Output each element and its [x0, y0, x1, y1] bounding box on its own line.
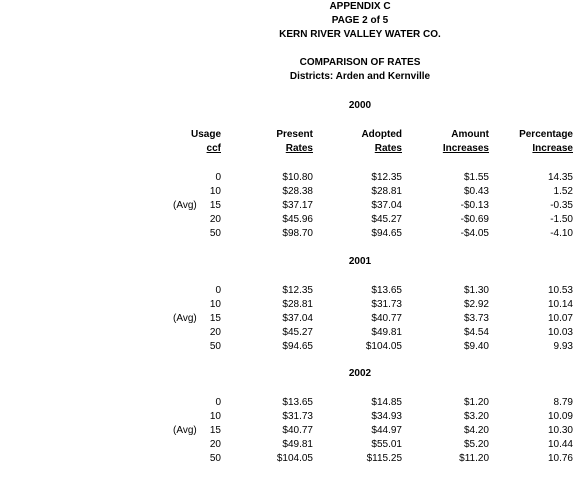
amount-increase-cell: -$0.13	[460, 200, 489, 211]
present-rate-cell: $28.81	[282, 299, 313, 310]
column-header-present: Present	[276, 129, 313, 140]
usage-cell: 50	[209, 341, 221, 352]
usage-cell: 10	[209, 186, 221, 197]
amount-increase-cell: $1.20	[463, 397, 489, 408]
percentage-increase-cell: 8.79	[553, 397, 573, 408]
adopted-rate-cell: $94.65	[371, 228, 402, 239]
column-header-usage-unit: ccf	[206, 143, 221, 154]
usage-cell: 15	[209, 200, 221, 211]
percentage-increase-cell: 9.93	[553, 341, 573, 352]
present-rate-cell: $45.96	[282, 214, 313, 225]
usage-cell: 15	[209, 313, 221, 324]
amount-increase-cell: $4.54	[463, 327, 489, 338]
usage-cell: 0	[215, 397, 221, 408]
amount-increase-cell: -$0.69	[460, 214, 489, 225]
amount-increase-cell: $0.43	[463, 186, 489, 197]
average-marker: (Avg)	[173, 425, 197, 436]
percentage-increase-cell: 10.09	[547, 411, 573, 422]
amount-increase-cell: $1.30	[463, 285, 489, 296]
present-rate-cell: $45.27	[282, 327, 313, 338]
usage-cell: 15	[209, 425, 221, 436]
adopted-rate-cell: $12.35	[371, 172, 402, 183]
percentage-increase-cell: 1.52	[553, 186, 573, 197]
present-rate-cell: $98.70	[282, 228, 313, 239]
usage-cell: 10	[209, 299, 221, 310]
year-heading: 2002	[348, 368, 372, 379]
year-heading: 2000	[348, 100, 372, 111]
usage-cell: 0	[215, 172, 221, 183]
amount-increase-cell: $4.20	[463, 425, 489, 436]
usage-cell: 20	[209, 439, 221, 450]
present-rate-cell: $37.17	[282, 200, 313, 211]
amount-increase-cell: $9.40	[463, 341, 489, 352]
percentage-increase-cell: 10.53	[547, 285, 573, 296]
usage-cell: 0	[215, 285, 221, 296]
percentage-increase-cell: 14.35	[547, 172, 573, 183]
column-header-adopted: Adopted	[361, 129, 402, 140]
present-rate-cell: $37.04	[282, 313, 313, 324]
column-header-percentage: Percentage	[519, 129, 573, 140]
column-header-usage: Usage	[190, 129, 221, 140]
districts-subtitle: Districts: Arden and Kernville	[289, 71, 431, 82]
appendix-label: APPENDIX C	[329, 1, 391, 12]
average-marker: (Avg)	[173, 200, 197, 211]
percentage-increase-cell: 10.44	[547, 439, 573, 450]
adopted-rate-cell: $115.25	[366, 453, 402, 464]
present-rate-cell: $31.73	[282, 411, 313, 422]
year-heading: 2001	[348, 256, 372, 267]
present-rate-cell: $40.77	[282, 425, 313, 436]
percentage-increase-cell: 10.76	[547, 453, 573, 464]
amount-increase-cell: $1.55	[463, 172, 489, 183]
usage-cell: 20	[209, 327, 221, 338]
percentage-increase-cell: 10.03	[547, 327, 573, 338]
adopted-rate-cell: $31.73	[371, 299, 402, 310]
adopted-rate-cell: $104.05	[365, 341, 402, 352]
adopted-rate-cell: $34.93	[371, 411, 402, 422]
percentage-increase-cell: 10.30	[547, 425, 573, 436]
present-rate-cell: $49.81	[282, 439, 313, 450]
adopted-rate-cell: $55.01	[371, 439, 402, 450]
usage-cell: 20	[209, 214, 221, 225]
percentage-increase-cell: -1.50	[550, 214, 573, 225]
present-rate-cell: $28.38	[282, 186, 313, 197]
usage-cell: 10	[209, 411, 221, 422]
present-rate-cell: $13.65	[282, 397, 313, 408]
adopted-rate-cell: $28.81	[371, 186, 402, 197]
adopted-rate-cell: $45.27	[371, 214, 402, 225]
average-marker: (Avg)	[173, 313, 197, 324]
amount-increase-cell: $5.20	[463, 439, 489, 450]
amount-increase-cell: -$4.05	[460, 228, 489, 239]
usage-cell: 50	[209, 453, 221, 464]
percentage-increase-cell: -4.10	[550, 228, 573, 239]
usage-cell: 50	[209, 228, 221, 239]
adopted-rate-cell: $44.97	[371, 425, 402, 436]
present-rate-cell: $104.05	[276, 453, 313, 464]
adopted-rate-cell: $37.04	[371, 200, 402, 211]
present-rate-cell: $94.65	[282, 341, 313, 352]
amount-increase-cell: $2.92	[463, 299, 489, 310]
present-rate-cell: $10.80	[282, 172, 313, 183]
column-header-present-sub: Rates	[285, 143, 313, 154]
column-header-amount-sub: Increases	[442, 143, 489, 154]
percentage-increase-cell: 10.07	[547, 313, 573, 324]
percentage-increase-cell: -0.35	[550, 200, 573, 211]
column-header-adopted-sub: Rates	[374, 143, 402, 154]
adopted-rate-cell: $40.77	[371, 313, 402, 324]
company-name: KERN RIVER VALLEY WATER CO.	[279, 29, 441, 40]
column-header-amount: Amount	[451, 129, 489, 140]
adopted-rate-cell: $49.81	[371, 327, 402, 338]
percentage-increase-cell: 10.14	[547, 299, 573, 310]
adopted-rate-cell: $14.85	[371, 397, 402, 408]
present-rate-cell: $12.35	[282, 285, 313, 296]
column-header-percentage-sub: Increase	[532, 143, 573, 154]
amount-increase-cell: $3.20	[463, 411, 489, 422]
document-title: COMPARISON OF RATES	[299, 57, 421, 68]
amount-increase-cell: $11.20	[459, 453, 489, 464]
page-number: PAGE 2 of 5	[331, 15, 389, 26]
adopted-rate-cell: $13.65	[371, 285, 402, 296]
amount-increase-cell: $3.73	[463, 313, 489, 324]
